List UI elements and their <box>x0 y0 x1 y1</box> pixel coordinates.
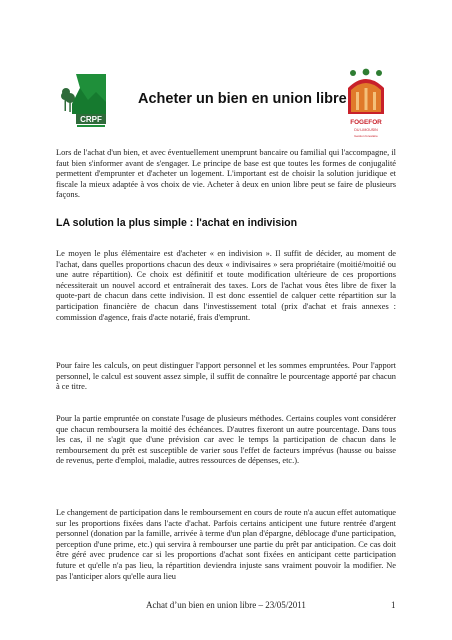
fogefor-logo-region: DU LIMOUSIN <box>354 128 378 132</box>
fogefor-logo <box>344 68 388 148</box>
section-paragraph: Le changement de participation dans le remboursement en cours de route n'a aucun effet automatique sur les proportions fixées dans l'acte d'achat. Parfois certains anticipent une future rentrée d'argent personnel (donation par la famille, arrivée à terme d'un plan d'épargne, déblocage d'une participation, perception d'une prime, etc.) qui servira à rembourser une partie du prêt par anticipation. Ce cas doit être géré avec prudence car si les proportions d'achat sont fixées en anticipant cette participation future et qu'elle n'a pas lieu, la répartition deviendra injuste sans vraiment pouvoir la modifier. Ne pas l'anticiper alors qu'elle aura lieu <box>56 508 396 581</box>
page-number: 1 <box>391 600 396 610</box>
section-paragraph: Le moyen le plus élémentaire est d'acheter « en indivision ». Il suffit de décider, au moment de l'achat, dans quelles proportions chacun des deux « indivisaires » sera propriétaire (moitié/moitié ou une autre répartition). Ce choix est définitif et toute modification ultérieure de ces proportions nécessiterait un nouvel accord et entraînerait des taxes. Lors de l'achat vous êtes libre de fixer la quote-part de chacun dans cette indivision. Il est donc essentiel de calquer cette répartition sur la participation financière de chacun dans l'investissement total (prix d'achat et frais annexes : commission d'agence, frais d'acte notarié, frais d'emprunt. <box>56 249 396 322</box>
intro-paragraph: Lors de l'achat d'un bien, et avec éventuellement unemprunt bancaire ou familial qui l'accompagne, il faut bien s'informer avant de s'engager. Le principe de base est que toutes les formes de conjugalité permettent d'emprunter et d'acheter un logement. L'important est de choisir la solution juridique et fiscale la mieux adaptée à vos choix de vie. Acheter à deux en union libre peut se faire de plusieurs façons. <box>56 148 396 200</box>
page-title: Acheter un bien en union libre <box>138 91 347 107</box>
fogefor-logo-graphic <box>344 68 388 148</box>
fogefor-logo-tagline: Gestion forestière <box>354 134 378 138</box>
section-paragraph: Pour faire les calculs, on peut distinguer l'apport personnel et les sommes empruntées. Pour l'apport personnel, le calcul est souvent assez simple, il suffit de connaître le pourcentage apporté par chacun à ce titre. <box>56 361 396 392</box>
footer-text: Achat d’un bien en union libre – 23/05/2011 <box>146 600 306 610</box>
crpf-logo <box>58 70 106 132</box>
section-heading: LA solution la plus simple : l'achat en indivision <box>56 217 298 229</box>
crpf-logo-graphic <box>58 70 106 132</box>
fogefor-logo-name: FOGEFOR <box>350 119 382 126</box>
crpf-logo-text: CRPF <box>80 115 102 124</box>
section-paragraph: Pour la partie empruntée on constate l'usage de plusieurs méthodes. Certains couples vont considérer que chacun remboursera la moitié des échéances. D'autres fixeront un autre pourcentage. Dans tous les cas, il ne s'agit que d'une prévision car avec le temps la participation de chacun dans le remboursement du prêt est susceptible de varier sous l'effet de facteurs imprévus (hausse ou baisse de revenus, perte d'emploi, maladie, autres ressources de dépenses, etc.). <box>56 414 396 466</box>
